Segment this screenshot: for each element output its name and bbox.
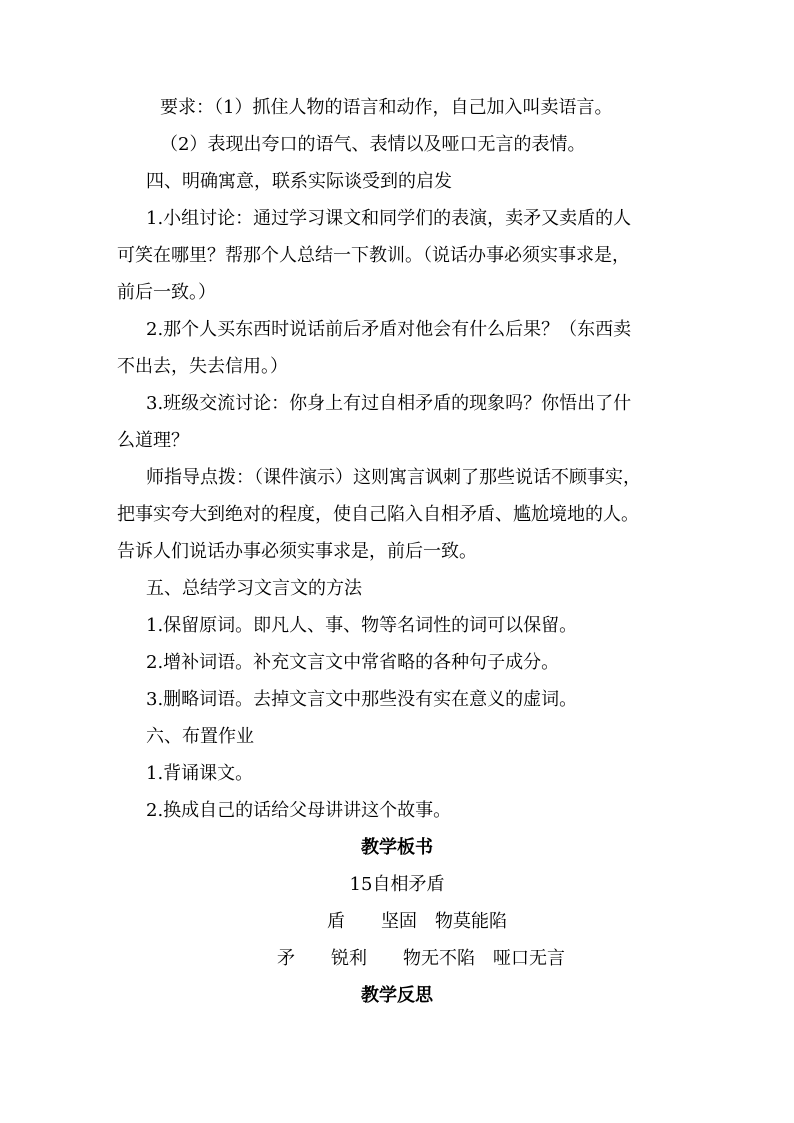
paragraph-line: 把事实夸大到绝对的程度，使自己陷入自相矛盾、尴尬境地的人。 <box>117 504 639 525</box>
paragraph-line: 1.小组讨论：通过学习课文和同学们的表演，卖矛又卖盾的人 <box>146 208 632 229</box>
requirement-line-1: 要求：（1）抓住人物的语言和动作，自己加入叫卖语言。 <box>160 97 613 118</box>
list-item: 2.换成自己的话给父母讲讲这个故事。 <box>146 800 452 821</box>
section-heading-5: 五、总结学习文言文的方法 <box>146 578 362 599</box>
board-heading: 教学板书 <box>361 837 433 858</box>
section-heading-6: 六、布置作业 <box>146 726 254 747</box>
list-item: 3.删略词语。去掉文言文中那些没有实在意义的虚词。 <box>146 689 578 710</box>
paragraph-line: 2.那个人买东西时说话前后矛盾对他会有什么后果？（东西卖 <box>146 319 632 340</box>
list-item: 2.增补词语。补充文言文中常省略的各种句子成分。 <box>146 652 560 673</box>
paragraph-line: 么道理？ <box>117 430 189 451</box>
list-item: 1.保留原词。即凡人、事、物等名词性的词可以保留。 <box>146 615 578 636</box>
board-row-shield: 盾 坚固 物莫能陷 <box>327 911 507 932</box>
paragraph-line: 前后一致。） <box>117 282 216 303</box>
paragraph-line: 3.班级交流讨论：你身上有过自相矛盾的现象吗？你悟出了什 <box>146 393 632 414</box>
requirement-line-2: （2）表现出夸口的语气、表情以及哑口无言的表情。 <box>160 134 586 155</box>
list-item: 1.背诵课文。 <box>146 763 254 784</box>
board-row-spear: 矛 锐利 物无不陷 哑口无言 <box>277 948 565 969</box>
paragraph-line: 不出去，失去信用。） <box>117 356 288 377</box>
board-title: 15自相矛盾 <box>349 874 445 895</box>
paragraph-line: 告诉人们说话办事必须实事求是，前后一致。 <box>117 541 477 562</box>
paragraph-line: 师指导点拨：（课件演示）这则寓言讽刺了那些说话不顾事实， <box>146 467 641 488</box>
section-heading-4: 四、明确寓意，联系实际谈受到的启发 <box>146 171 452 192</box>
paragraph-line: 可笑在哪里？帮那个人总结一下教训。（说话办事必须实事求是， <box>117 245 630 266</box>
reflection-heading: 教学反思 <box>361 985 433 1006</box>
